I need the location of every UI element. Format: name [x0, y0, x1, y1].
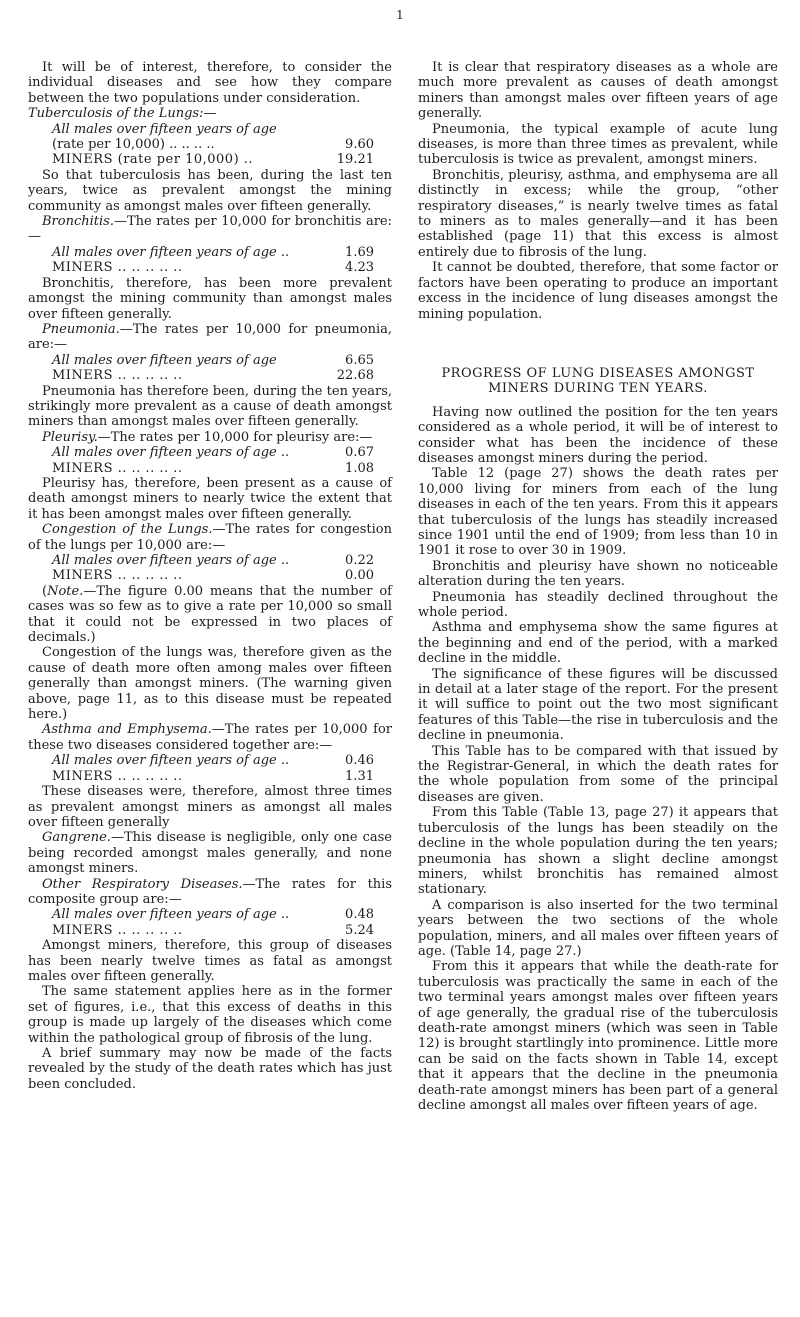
congestion-row2-value: 0.00	[345, 568, 374, 584]
pneumonia-heading: Pneumonia.	[42, 321, 120, 337]
pleurisy-row1-value: 0.67	[345, 445, 374, 461]
pleurisy-heading: Pleurisy.	[42, 429, 98, 445]
asthma-row2-label: MINERS .. .. .. .. ..	[52, 768, 183, 784]
other-row2-label: MINERS .. .. .. .. ..	[52, 922, 183, 938]
summary-paragraph: It is clear that respiratory diseases as a whole are much more prevalent as causes of death amongst miners than amongst males over fifteen years of age generally.	[418, 60, 778, 122]
congestion-row1-value: 0.22	[345, 553, 374, 568]
other-note3: A brief summary may now be made of the facts revealed by the study of the death rates which has just been concluded.	[28, 1046, 392, 1092]
asthma-intro: —The rates per 10,000 for these two diseases considered together are:—	[28, 722, 393, 753]
congestion-note2: Congestion of the lungs was, therefore given as the cause of death more often among males over fifteen generally than amongst miners. (The warning given above, page 11, as to this disease must be repeated here.)	[28, 645, 392, 723]
other-row-all-males	[28, 907, 392, 922]
pneumonia-row2-value: 22.68	[336, 368, 374, 384]
asthma-row2-value: 1.31	[345, 768, 374, 784]
progress-paragraph: From this Table (Table 13, page 27) it appears that tuberculosis of the lungs has been steadily on the decline in the whole population during the ten years; pneumonia has shown a slight decline amongst miners, whilst bronchitis has remained almost stationary.	[418, 805, 778, 898]
progress-paragraph: A comparison is also inserted for the two terminal years between the two sections of the whole population, miners, and all males over fifteen years of age. (Table 14, page 27.)	[418, 897, 778, 959]
progress-paragraph: Having now outlined the position for the ten years considered as a whole period, it will be of interest to consider what has been the incidence of these diseases amongst miners during the period.	[418, 404, 778, 466]
pleurisy-note: Pleurisy has, therefore, been present as a cause of death amongst miners to nearly twice the extent that it has been amongst males over fifteen generally.	[28, 475, 392, 522]
asthma-note: These diseases were, therefore, almost three times as prevalent amongst miners as amongst all males over fifteen generally	[28, 784, 392, 830]
congestion-row-miners	[28, 568, 392, 583]
tb-row2-label: MINERS (rate per 10,000) ..	[52, 152, 254, 168]
asthma-row1-value: 0.46	[345, 753, 374, 769]
pleurisy-intro: —The rates per 10,000 for pleurisy are:—	[97, 429, 373, 445]
other-row1-label: All males over fifteen years of age ..	[52, 907, 290, 923]
summary-paragraph: Pneumonia, the typical example of acute lung diseases, is more than three times as prevalent, while tuberculosis is twice as prevalent, amongst miners.	[418, 121, 778, 168]
pneumonia-intro: —The rates per 10,000 for pneumonia, are:—	[28, 321, 392, 353]
pneumonia-note: Pneumonia has therefore been, during the ten years, strikingly more prevalent as a cause of death amongst miners than amongst males over fifteen generally.	[28, 383, 392, 430]
pleurisy-row1-label: All males over fifteen years of age ..	[52, 445, 290, 461]
tb-row-all-males-sub	[28, 137, 392, 152]
pneumonia-row1-label: All males over fifteen years of age	[52, 352, 277, 368]
congestion-row-all-males	[28, 553, 392, 568]
pneumonia-row-all-males	[28, 353, 392, 368]
page-number: 1	[396, 8, 404, 22]
progress-paragraph: Bronchitis and pleurisy have shown no noticeable alteration during the ten years.	[418, 558, 778, 590]
left-column: It will be of interest, therefore, to consider the individual diseases and see how they compare between the two populations under consideration. Tuberculosis of the Lungs:— All males over fifteen years of age (rate per 10,000) .. .. .. .. 9.60 MINERS (rate per 10,000) .. 19.21 So that tuberculosis has been, during the last ten years, twice as prevalent amongst the mining community as amongst males over fifteen generally. Bronchitis.—The rates per 10,000 for bronchitis are:— All males over fifteen years of age .. 1.69 MINERS .. .. .. .. .. 4.23 Bronchitis, therefore, has been more prevalent amongst the mining community than amongst males over fifteen generally. Pneumonia.—The rates per 10,000 for pneumonia, are:— All males over fifteen years of age 6.65 MINERS .. .. .. .. .. 22.68 Pneumonia has therefore been, during the ten years, strikingly more prevalent as a cause of death amongst miners than amongst males over fifteen generally. Pleurisy.—The rates per 10,000 for pleurisy are:— All males over fifteen years of age .. 0.67 MINERS .. .. .. .. .. 1.08 Pleurisy has, therefore, been present as a cause of death amongst miners to nearly twice the extent that it has been amongst males over fifteen generally. Congestion of the Lungs.—The rates for congestion of the lungs per 10,000 are:— All males over fifteen years of age .. 0.22 MINERS .. .. .. .. .. 0.00 (Note.—The figure 0.00 means that the number of cases was so few as to give a rate per 10,000 so small that it could not be expressed in two places of decimals.) Congestion of the lungs was, therefore given as the cause of death more often among males over fifteen generally than amongst miners. (The warning given above, page 11, as to this disease must be repeated here.) Asthma and Emphysema.—The rates per 10,000 for these two diseases considered together are:— All males over fifteen years of age .. 0.46 MINERS .. .. .. .. .. 1.31 These diseases were, therefore, almost three times as prevalent amongst miners as amongst all males over fifteen generally Gangrene.—This disease is negligible, only one case being recorded amongst males generally, and none amongst miners. Other Respiratory Diseases.—The rates for this composite group are:— All males over fifteen years of age .. 0.48 MINERS .. .. .. .. .. 5.24 Amongst miners, therefore, this group of diseases has been nearly twelve times as fatal as amongst males over fifteen generally. The same statement applies here as in the former set of figures, i.e., that this excess of deaths in this group is made up largely of the diseases which come within the pathological group of fibrosis of the lung. A brief summary may now be made of the facts revealed by the study of the death rates which has just been concluded.	[28, 60, 393, 1092]
tb-heading: Tuberculosis of the Lungs:—	[28, 106, 217, 122]
pleurisy-row2-value: 1.08	[345, 460, 374, 476]
progress-paragraph: The significance of these figures will be discussed in detail at a later stage of the report. For the present it will suffice to point out the two most significant features of this Table—the rise in tuberculosis and the decline in pneumonia.	[418, 666, 778, 744]
progress-paragraph: Pneumonia has steadily declined throughout the whole period.	[418, 589, 778, 620]
pneumonia-row2-label: MINERS .. .. .. .. ..	[52, 368, 183, 384]
asthma-row1-label: All males over fifteen years of age ..	[52, 753, 290, 769]
progress-paragraph: From this it appears that while the death-rate for tuberculosis was practically the same in each of the two terminal years amongst males over fifteen years of age generally, the gradual rise of the tuberculosis death-rate amongst miners (which was seen in Table 12) is brought startlingly into prominence. Little more can be said on the facts shown in Table 14, except that it appears that the decline in the pneumonia death-rate amongst miners has been part of a general decline amongst all males over fifteen years of age.	[418, 959, 778, 1113]
other-row2-value: 5.24	[345, 922, 374, 938]
congestion-note-heading: Note.	[47, 583, 84, 599]
bronchitis-note: Bronchitis, therefore, has been more prevalent amongst the mining community than amongst males over fifteen generally.	[28, 275, 392, 322]
section-heading: PROGRESS OF LUNG DISEASES AMONGST MINERS DURING TEN YEARS.	[441, 365, 755, 397]
congestion-heading: Congestion of the Lungs.	[42, 522, 213, 538]
other-row1-value: 0.48	[345, 907, 374, 923]
bronchitis-heading: Bronchitis.	[42, 214, 114, 230]
tb-row-all-males	[28, 122, 392, 137]
summary-paragraph: It cannot be doubted, therefore, that some factor or factors have been operating to produce an important excess in the incidence of lung diseases amongst the mining population.	[418, 260, 778, 322]
congestion-intro: —The rates for congestion of the lungs per 10,000 are:—	[28, 522, 392, 553]
other-row-miners	[28, 923, 392, 938]
tb-row1-value: 9.60	[345, 137, 374, 153]
tb-row2-value: 19.21	[336, 152, 374, 168]
bronchitis-row2-label: MINERS .. .. .. .. ..	[52, 260, 183, 276]
pneumonia-row-miners	[28, 368, 392, 383]
bronchitis-row1-value: 1.69	[345, 244, 374, 260]
bronchitis-intro: —The rates per 10,000 for bronchitis are:—	[28, 214, 392, 245]
other-intro: —The rates for this composite group are:—	[28, 876, 393, 907]
summary-paragraph: Bronchitis, pleurisy, asthma, and emphysema are all distinctly in excess; while the group, “other respiratory diseases,” is nearly twelve times as fatal to miners as to males generally—and it has been established (page 11) that this excess is almost entirely due to fibrosis of the lung.	[418, 167, 778, 260]
tb-row1-sub: (rate per 10,000) .. .. .. ..	[52, 137, 215, 153]
pneumonia-row1-value: 6.65	[345, 352, 374, 368]
progress-paragraph: Table 12 (page 27) shows the death rates per 10,000 living for miners from each of the lung diseases in each of the ten years. From this it appears that tuberculosis of the lungs has steadily increased since 1901 until the end of 1909; from less than 10 in 1901 it rose to over 30 in 1909.	[418, 466, 778, 559]
intro-paragraph: It will be of interest, therefore, to consider the individual diseases and see how they compare between the two populations under consideration.	[28, 60, 392, 106]
bronchitis-row-all-males	[28, 245, 392, 260]
asthma-row-miners	[28, 769, 392, 784]
bronchitis-row2-value: 4.23	[345, 260, 374, 276]
congestion-row1-label: All males over fifteen years of age ..	[52, 553, 290, 568]
asthma-heading: Asthma and Emphysema.	[42, 722, 212, 738]
pleurisy-row2-label: MINERS .. .. .. .. ..	[52, 460, 183, 476]
gangrene-note: —This disease is negligible, only one case being recorded amongst males generally, and none amongst miners.	[28, 830, 392, 877]
pleurisy-row-miners	[28, 461, 392, 476]
other-note2: The same statement applies here as in the former set of figures, i.e., that this excess of deaths in this group is made up largely of the diseases which come within the pathological group of fibrosis of the lung.	[28, 984, 392, 1046]
other-note: Amongst miners, therefore, this group of diseases has been nearly twelve times as fatal as amongst males over fifteen generally.	[28, 938, 392, 984]
right-column	[418, 60, 778, 1113]
gangrene-heading: Gangrene.	[42, 830, 111, 846]
tb-row1-label: All males over fifteen years of age	[52, 121, 277, 137]
progress-paragraph: This Table has to be compared with that issued by the Registrar-General, in which the death rates for the whole population from some of the principal diseases are given.	[418, 743, 778, 805]
bronchitis-row1-label: All males over fifteen years of age ..	[52, 244, 290, 260]
bronchitis-row-miners	[28, 260, 392, 275]
tb-row-miners	[28, 152, 392, 167]
progress-paragraph: Asthma and emphysema show the same figures at the beginning and end of the period, with a marked decline in the middle.	[418, 620, 778, 667]
congestion-note: —The figure 0.00 means that the number of cases was so few as to give a rate per 10,000 so small that it could not be expressed in two places of decimals.)	[28, 583, 392, 646]
pleurisy-row-all-males	[28, 445, 392, 460]
congestion-row2-label: MINERS .. .. .. .. ..	[52, 568, 183, 584]
asthma-row-all-males	[28, 753, 392, 768]
tb-note: So that tuberculosis has been, during the last ten years, twice as prevalent amongst the mining community as amongst males over fifteen generally.	[28, 167, 392, 214]
other-heading: Other Respiratory Diseases.	[42, 876, 243, 892]
